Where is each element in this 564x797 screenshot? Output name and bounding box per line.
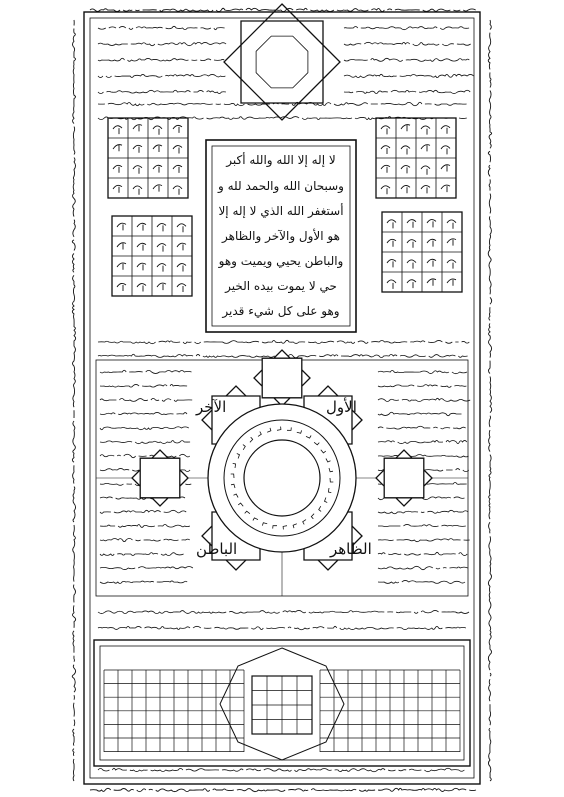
square-top-right-glyph [441,126,450,134]
invocation-line: والباطن يحيي ويميت وهو [218,253,344,268]
glyph-row-right [344,90,470,93]
text-block-left [100,524,190,527]
text-block-left [100,567,193,570]
name-al-akhir: الآخر [196,398,227,416]
octagram-square-b [262,358,302,398]
glyph-row-right [344,42,471,45]
central-invocation-text [214,148,348,324]
square-top-left-glyph [133,166,142,174]
text-block-right [378,552,470,555]
square-top-left-glyph [133,125,142,132]
square-mid-right-glyph [447,279,456,286]
invocation-line: أستغفر الله الذي لا إله إلا [218,203,344,218]
square-top-right-glyph [421,126,430,135]
bottom-magic-grid [94,640,470,766]
text-block-right [378,539,470,542]
square-top-right-glyph [401,166,410,174]
invocation-line: وهو على كل شيء قدير [222,304,340,319]
square-top-left-glyph [173,165,182,173]
text-block-right [378,510,471,513]
square-top-left-glyph [173,125,182,133]
text-block-right [378,426,466,429]
square-mid-left-glyph [137,263,146,270]
square-mid-left-glyph [177,264,186,272]
square-mid-left-glyph [117,283,126,291]
square-top-right-glyph [441,146,450,155]
square-mid-left-glyph [117,223,126,230]
square-mid-left-glyph [157,224,166,232]
text-block-right [378,440,470,443]
invocation-line: لا إله إلا الله والله أكبر [226,153,336,168]
square-top-left-glyph [113,126,122,134]
text-block-right [378,385,466,388]
square-mid-right-glyph [427,279,436,286]
text-block-left [100,441,190,444]
text-block-left [100,510,189,513]
glyph-row-left [98,90,229,93]
text-block-left [100,384,190,387]
text-block-right [378,455,471,458]
text-block-right [378,566,468,569]
glyph-row-left [98,58,224,61]
square-top-left-glyph [113,185,122,192]
glyph-row-bottom [98,768,467,772]
square-top-left-glyph [113,165,122,172]
square-top-right-glyph [401,125,410,132]
square-mid-left-glyph [177,243,186,250]
glyph-row-right [344,58,469,61]
right-margin-script [488,20,491,781]
invocation-line: حي لا يموت بيده الخير [225,279,337,294]
square-top-right-glyph [441,185,450,192]
square-mid-right-glyph [447,239,456,246]
square-top-right-glyph [401,186,410,194]
square-mid-left-glyph [157,264,166,272]
square-mid-right-glyph [407,260,416,269]
text-block-left [100,398,192,401]
octagram-square-b [140,458,180,498]
square-top-right-glyph [381,165,390,172]
top-margin-script [90,8,476,11]
square-mid-right-glyph [387,220,396,229]
square-top-right-glyph [441,165,450,172]
square-top-right-glyph [421,145,430,152]
top-star-inner-octagon [256,36,308,88]
glyph-row-lower [98,626,466,629]
text-block-right [378,524,466,526]
text-block-left [100,427,189,430]
central-circle [208,404,356,552]
square-top-left-glyph [153,185,162,192]
square-mid-left-glyph [137,284,146,292]
name-al-awwal: الأول [326,398,357,416]
glyph-row-lower [98,610,472,613]
square-mid-left-glyph [157,283,166,290]
text-block-left [100,581,187,584]
square-mid-left-glyph [137,243,146,250]
text-block-right [378,412,465,415]
square-top-right-glyph [381,126,390,135]
square-mid-right-glyph [407,220,416,228]
text-block-left [100,412,187,414]
square-mid-left-glyph [157,244,166,252]
circle-outer [208,404,356,552]
glyph-row-left [98,26,225,29]
text-block-right [378,370,470,373]
square-mid-right-glyph [387,280,396,289]
name-al-batin: الباطن [196,540,238,558]
square-top-left-glyph [133,186,142,195]
square-top-left-glyph [173,186,182,195]
square-top-right-glyph [421,166,430,175]
text-block-right [378,398,470,401]
square-top-left-glyph [153,126,162,135]
square-mid-left-glyph [117,263,126,270]
text-block-right [378,580,465,583]
glyph-row-right [344,27,472,30]
square-mid-right-glyph [447,220,456,229]
square-mid-left-glyph [137,223,146,230]
text-block-left [100,370,192,373]
square-top-left-glyph [133,145,142,152]
square-top-right-glyph [401,146,410,155]
square-mid-right-glyph [447,260,456,269]
left-margin-script [72,20,75,781]
text-block-left [100,454,190,457]
square-top-left-glyph [153,145,162,152]
square-mid-left-glyph [177,284,186,292]
square-mid-right-glyph [387,239,396,246]
square-top-right-glyph [421,186,430,194]
glyph-row-left [98,42,229,45]
square-top-right-glyph [381,186,390,194]
square-mid-left-glyph [117,243,126,250]
glyph-row-right [344,74,477,77]
square-top-left-glyph [153,165,162,172]
invocation-line: وسبحان الله والحمد لله و [218,178,344,193]
octagram-square-b [384,458,424,498]
square-mid-right-glyph [427,239,436,246]
square-mid-left-glyph [177,224,186,232]
square-mid-right-glyph [407,280,416,288]
bottom-margin-script [90,788,479,791]
invocation-line: هو الأول والآخر والظاهر [222,228,340,243]
text-block-left [100,553,187,556]
square-mid-right-glyph [427,259,436,266]
top-octagram [224,4,340,120]
name-az-zahir: الظاهر [330,540,372,558]
square-top-left-glyph [113,145,122,152]
text-block-left [100,538,190,541]
glyph-row-left [98,74,225,77]
square-mid-right-glyph [427,220,436,228]
square-top-right-glyph [381,146,390,154]
square-top-left-glyph [173,146,182,154]
square-mid-right-glyph [407,240,416,248]
square-mid-right-glyph [387,260,396,268]
glyph-row [98,340,469,343]
